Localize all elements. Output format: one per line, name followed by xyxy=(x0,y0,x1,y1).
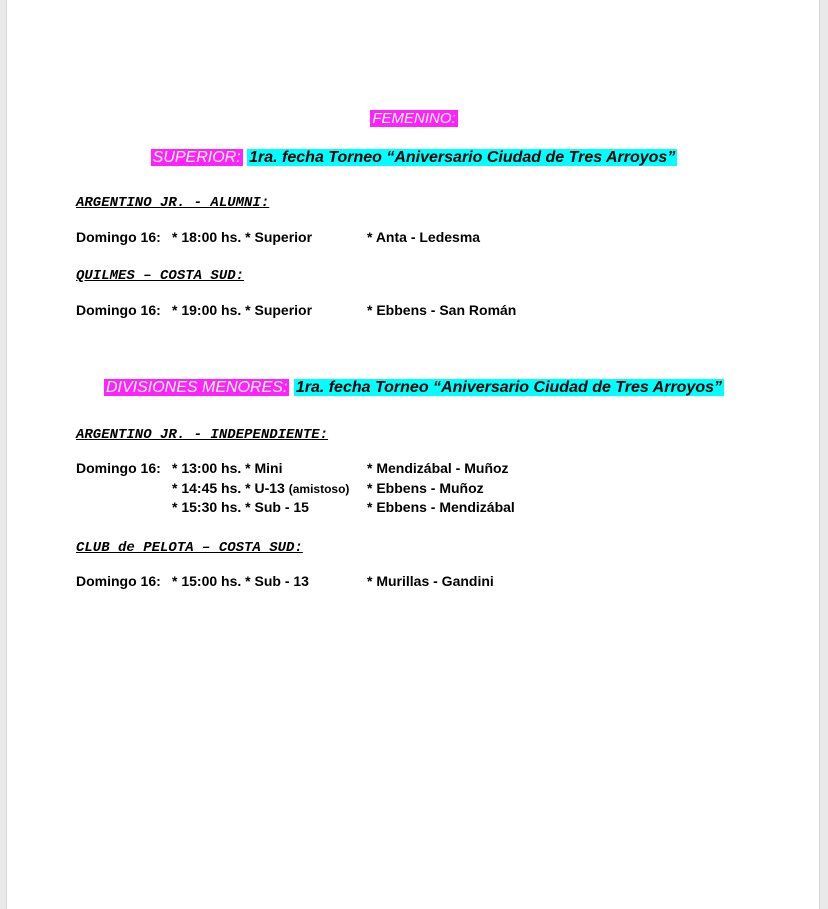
match-day: Domingo 16: xyxy=(76,573,161,589)
match-time: * 14:45 hs. * U-13 xyxy=(172,480,285,496)
match-referees: * Murillas - Gandini xyxy=(367,573,494,589)
match-time-row xyxy=(172,480,349,496)
match-referees: * Ebbens - San Román xyxy=(367,302,517,318)
match-note: (amistoso) xyxy=(288,482,350,496)
match-day: Domingo 16: xyxy=(76,302,161,318)
superior-title: 1ra. fecha Torneo “Aniversario Ciudad de Tres Arroyos” xyxy=(249,149,676,166)
femenino-label: FEMENINO: xyxy=(372,110,456,127)
femenino-heading xyxy=(0,110,828,127)
document-page xyxy=(6,0,820,909)
match-time: * 13:00 hs. * Mini xyxy=(172,460,283,476)
match-header-club-pelota-costa-sud: CLUB de PELOTA – COSTA SUD: xyxy=(76,540,303,556)
match-referees: * Ebbens - Muñoz xyxy=(367,480,484,496)
divisiones-menores-label: DIVISIONES MENORES: xyxy=(105,379,288,396)
match-time: * 15:30 hs. * Sub - 15 xyxy=(172,499,309,515)
match-time: * 18:00 hs. * Superior xyxy=(172,229,313,245)
superior-heading xyxy=(0,149,828,167)
match-day: Domingo 16: xyxy=(76,229,161,245)
match-time: * 15:00 hs. * Sub - 13 xyxy=(172,573,309,589)
match-referees: * Mendizábal - Muñoz xyxy=(367,460,509,476)
match-header-argentino-independiente: ARGENTINO JR. - INDEPENDIENTE: xyxy=(76,427,329,443)
match-header-argentino-alumni: ARGENTINO JR. - ALUMNI: xyxy=(76,195,270,211)
match-referees: * Ebbens - Mendizábal xyxy=(367,499,515,515)
match-referees: * Anta - Ledesma xyxy=(367,229,481,245)
divisiones-menores-heading xyxy=(0,379,828,397)
match-day: Domingo 16: xyxy=(76,460,161,476)
superior-label: SUPERIOR: xyxy=(152,149,241,166)
match-time: * 19:00 hs. * Superior xyxy=(172,302,313,318)
match-header-quilmes-costa-sud: QUILMES – COSTA SUD: xyxy=(76,268,245,284)
divisiones-menores-title: 1ra. fecha Torneo “Aniversario Ciudad de Tres Arroyos” xyxy=(295,379,723,396)
